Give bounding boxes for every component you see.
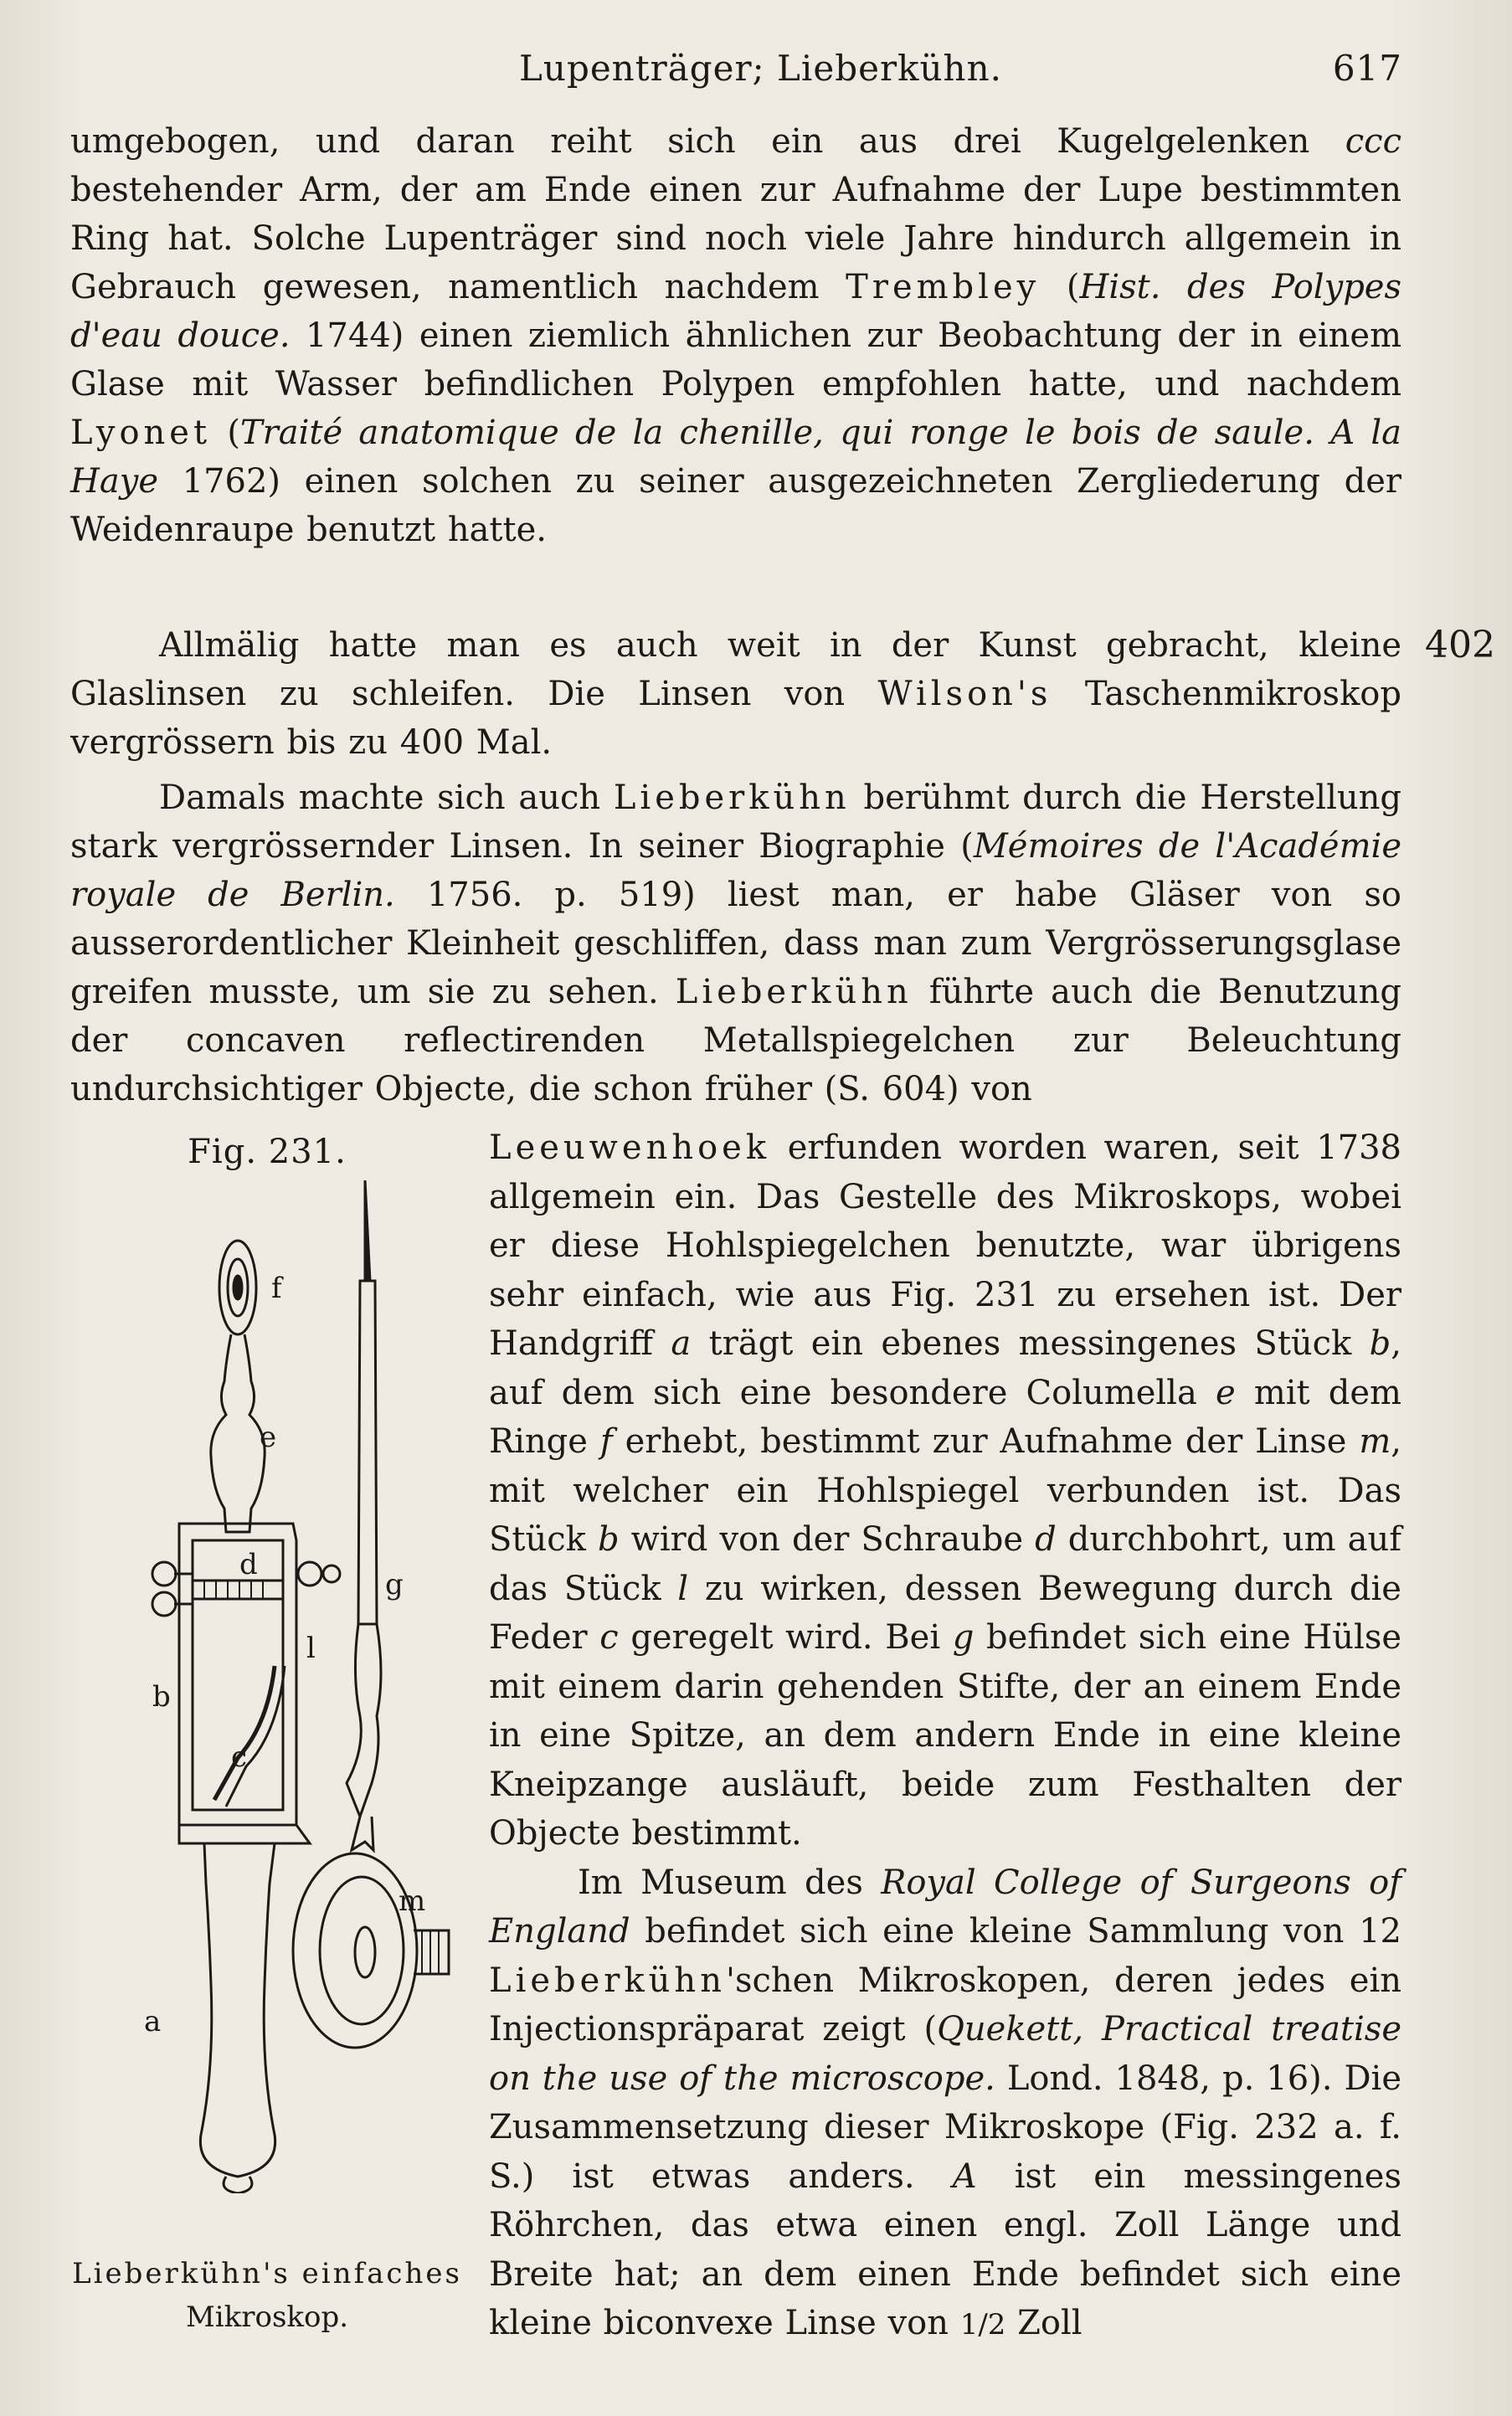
text-segment: Lond. 1848, p. 16). Die Zusammensetzung dieser Mikroskope (Fig. 232 a. f. S.) ist etwas anders.: [489, 2059, 1401, 2196]
citation-memoires: Mémoires de l'Académie royale de Berlin.: [70, 827, 1401, 914]
letter-d: d: [239, 1548, 258, 1581]
text-segment: Im Museum des: [578, 1863, 882, 1902]
page-number: 617: [1332, 48, 1402, 89]
text-segment: Allmälig hatte man es auch weit in der Kunst gebracht, kleine Glaslinsen zu schleifen. Die Linsen von: [70, 626, 1401, 713]
italic-letter: c: [599, 1618, 619, 1657]
plate-base: [179, 1825, 310, 1843]
figure-231: [70, 1130, 472, 2361]
figure-label: Fig. 231.: [188, 1133, 347, 1171]
running-title: Lupenträger; Lieberkühn.: [519, 48, 1002, 89]
italic-letter: A: [952, 2156, 977, 2196]
name-lieberkuehn: Lieberkühn: [489, 1961, 726, 2000]
paragraph-1: [70, 117, 1401, 554]
letter-l: l: [306, 1632, 316, 1665]
running-head: [67, 45, 1402, 92]
text-segment: bestehender Arm, der am Ende einen zur Aufnahme der Lupe bestimmten Ring hat. Solche Lupenträger sind noch viele Jahre hindurch allgemein in Gebrauch gewesen, namentlich nachdem: [70, 171, 1401, 306]
columella-e: [211, 1334, 265, 1532]
text-segment: , auf dem sich eine besondere Columella: [489, 1324, 1401, 1412]
italic-letter: d: [1035, 1520, 1057, 1559]
text-segment: (: [211, 414, 240, 452]
caption-line-2: Mikroskop.: [185, 2300, 349, 2334]
text-segment: geregelt wird. Bei: [618, 1618, 953, 1657]
text-segment: 1756. p. 519) liest man, er habe Gläser von so ausserordentlicher Kleinheit geschliffen, dass man zum Vergrösserungsglase greifen musste, um sie zu sehen.: [70, 876, 1401, 1011]
text-segment: 1744) einen ziemlich ähnlichen zur Beobachtung der in einem Glase mit Wasser befindlichen Polypen empfohlen hatte, und nachdem: [70, 316, 1401, 404]
italic-letter: g: [952, 1618, 975, 1657]
text-segment: wird von der Schraube: [619, 1520, 1036, 1559]
citation-royal-college: Royal College of Surgeons of England: [489, 1863, 1401, 1951]
paragraph-2: [70, 621, 1401, 767]
text-segment: Damals machte sich auch: [159, 779, 614, 817]
spring-c: [214, 1666, 275, 1800]
text-segment: erhebt, bestimmt zur Aufnahme der Linse: [612, 1422, 1360, 1461]
needle-point: [365, 1180, 370, 1281]
column-paragraph-2: [489, 1858, 1401, 2350]
italic-letter: m: [1359, 1422, 1391, 1461]
letter-m: m: [399, 1884, 426, 1918]
italic-letter: a: [671, 1324, 692, 1363]
text-column-right: [489, 1123, 1401, 2350]
name-lieberkuehn: Lieberkühn: [613, 779, 851, 817]
handle-knob: [224, 2177, 252, 2193]
screw-thread: [204, 1581, 263, 1599]
text-segment: trägt ein ebenes messingenes Stück: [691, 1324, 1370, 1363]
text-segment: Zoll: [1005, 2304, 1083, 2342]
plate-b: [179, 1524, 296, 1825]
text-segment: (: [1040, 268, 1080, 306]
mirror-center-lens: [355, 1927, 375, 1977]
screw-shaft: [174, 1574, 193, 1604]
paragraph-block-2: [70, 621, 1401, 1113]
tweezers-tip: [352, 1817, 373, 1850]
name-leeuwenhoek: Leeuwenhoek: [489, 1128, 771, 1167]
caption-line-1: Lieberkühn's einfaches: [72, 2257, 462, 2290]
text-segment: durchbohrt, um auf das Stück: [489, 1520, 1402, 1608]
italic-letter: f: [599, 1422, 613, 1461]
text-segment: berühmt durch die Herstellung stark vergrössernder Linsen. In seiner Biographie (: [70, 779, 1401, 866]
italic-letters-ccc: ccc: [1345, 122, 1401, 161]
text-segment: zu wirken, dessen Bewegung durch die Feder: [489, 1569, 1401, 1657]
column-paragraph-1: [489, 1123, 1401, 1858]
screw-head-right: [298, 1562, 321, 1586]
screw-knob-right: [323, 1565, 340, 1582]
letter-a: a: [144, 2005, 162, 2038]
letter-e: e: [260, 1421, 277, 1454]
citation-hist-polypes: Hist. des Polypes d'eau douce.: [70, 268, 1401, 355]
text-segment: befindet sich eine kleine Sammlung von 12: [630, 1912, 1401, 1951]
screw-d: [193, 1581, 283, 1599]
paragraph-lupentraeger: [70, 117, 1401, 554]
citation-traite-anatomique: Traité anatomique de la chenille, qui ronge le bois de saule. A la Haye: [70, 414, 1401, 501]
italic-letter: l: [677, 1569, 689, 1608]
name-lieberkuehn: Lieberkühn: [675, 973, 913, 1011]
lens-hole: [234, 1276, 242, 1299]
needle-sleeve: [347, 1624, 381, 1817]
screw-head-left: [152, 1562, 176, 1586]
text-segment: umgebogen, und daran reiht sich ein aus drei Kugelgelenken: [70, 122, 1345, 161]
italic-letter: b: [1369, 1324, 1391, 1363]
handle-a: [200, 1843, 275, 2177]
screw-knob-left: [152, 1592, 176, 1616]
microscope-illustration: [70, 1180, 464, 2193]
letter-b: b: [152, 1680, 171, 1714]
concave-mirror-inner: [320, 1877, 404, 2024]
text-segment: führte auch die Benutzung der concaven reflectirenden Metallspiegelchen zur Beleuchtung undurchsichtiger Objecte, die schon früher (S. 604) von: [70, 973, 1402, 1108]
text-segment: ist ein messingenes Röhrchen, das etwa einen engl. Zoll Länge und Breite hat; an dem einen Ende befindet sich eine kleine biconvexe Linse von: [489, 2156, 1401, 2342]
text-segment: erfunden worden waren, seit 1738 allgemein ein. Das Gestelle des Mikroskops, wobei er diese Hohlspiegelchen benutzte, war übrigens sehr einfach, wie aus Fig. 231 zu ersehen ist. Der Handgriff: [489, 1128, 1401, 1363]
italic-letter: b: [597, 1520, 620, 1559]
text-segment: mit dem Ringe: [489, 1373, 1401, 1461]
figure-caption: [70, 2252, 464, 2339]
letter-f: f: [271, 1272, 282, 1305]
italic-letter: e: [1215, 1373, 1236, 1412]
letter-c: c: [231, 1740, 248, 1774]
needle-holder-g: [358, 1281, 377, 1624]
paragraph-3: [70, 774, 1401, 1113]
citation-quekett: Quekett, Practical treatise on the use of the microscope.: [489, 2010, 1401, 2098]
text-segment: , mit welcher ein Hohlspiegel verbunden ist. Das Stück: [489, 1422, 1401, 1559]
margin-number: 402: [1425, 624, 1495, 666]
text-segment: Taschenmikroskop vergrössern bis zu 400 Mal.: [70, 675, 1401, 762]
letter-g: g: [385, 1568, 404, 1601]
fraction-half: 1/2: [959, 2308, 1006, 2341]
name-lyonet: Lyonet: [70, 414, 212, 452]
text-segment: 1762) einen solchen zu seiner ausgezeichneten Zergliederung der Weidenraupe benutzt hatte.: [70, 462, 1401, 549]
name-trembley: Trembley: [846, 268, 1041, 306]
lens-mount-thread: [422, 1930, 439, 1974]
text-segment: befindet sich eine Hülse mit einem darin gehenden Stifte, der an einem Ende in eine Spitze, an dem andern Ende in eine kleine Kneipzange ausläuft, beide zum Festhalten der Objecte bestimmt.: [489, 1618, 1402, 1853]
text-segment: 'schen Mikroskopen, deren jedes ein Injectionspräparat zeigt (: [489, 1961, 1401, 2048]
name-wilson: Wilson's: [877, 675, 1052, 713]
